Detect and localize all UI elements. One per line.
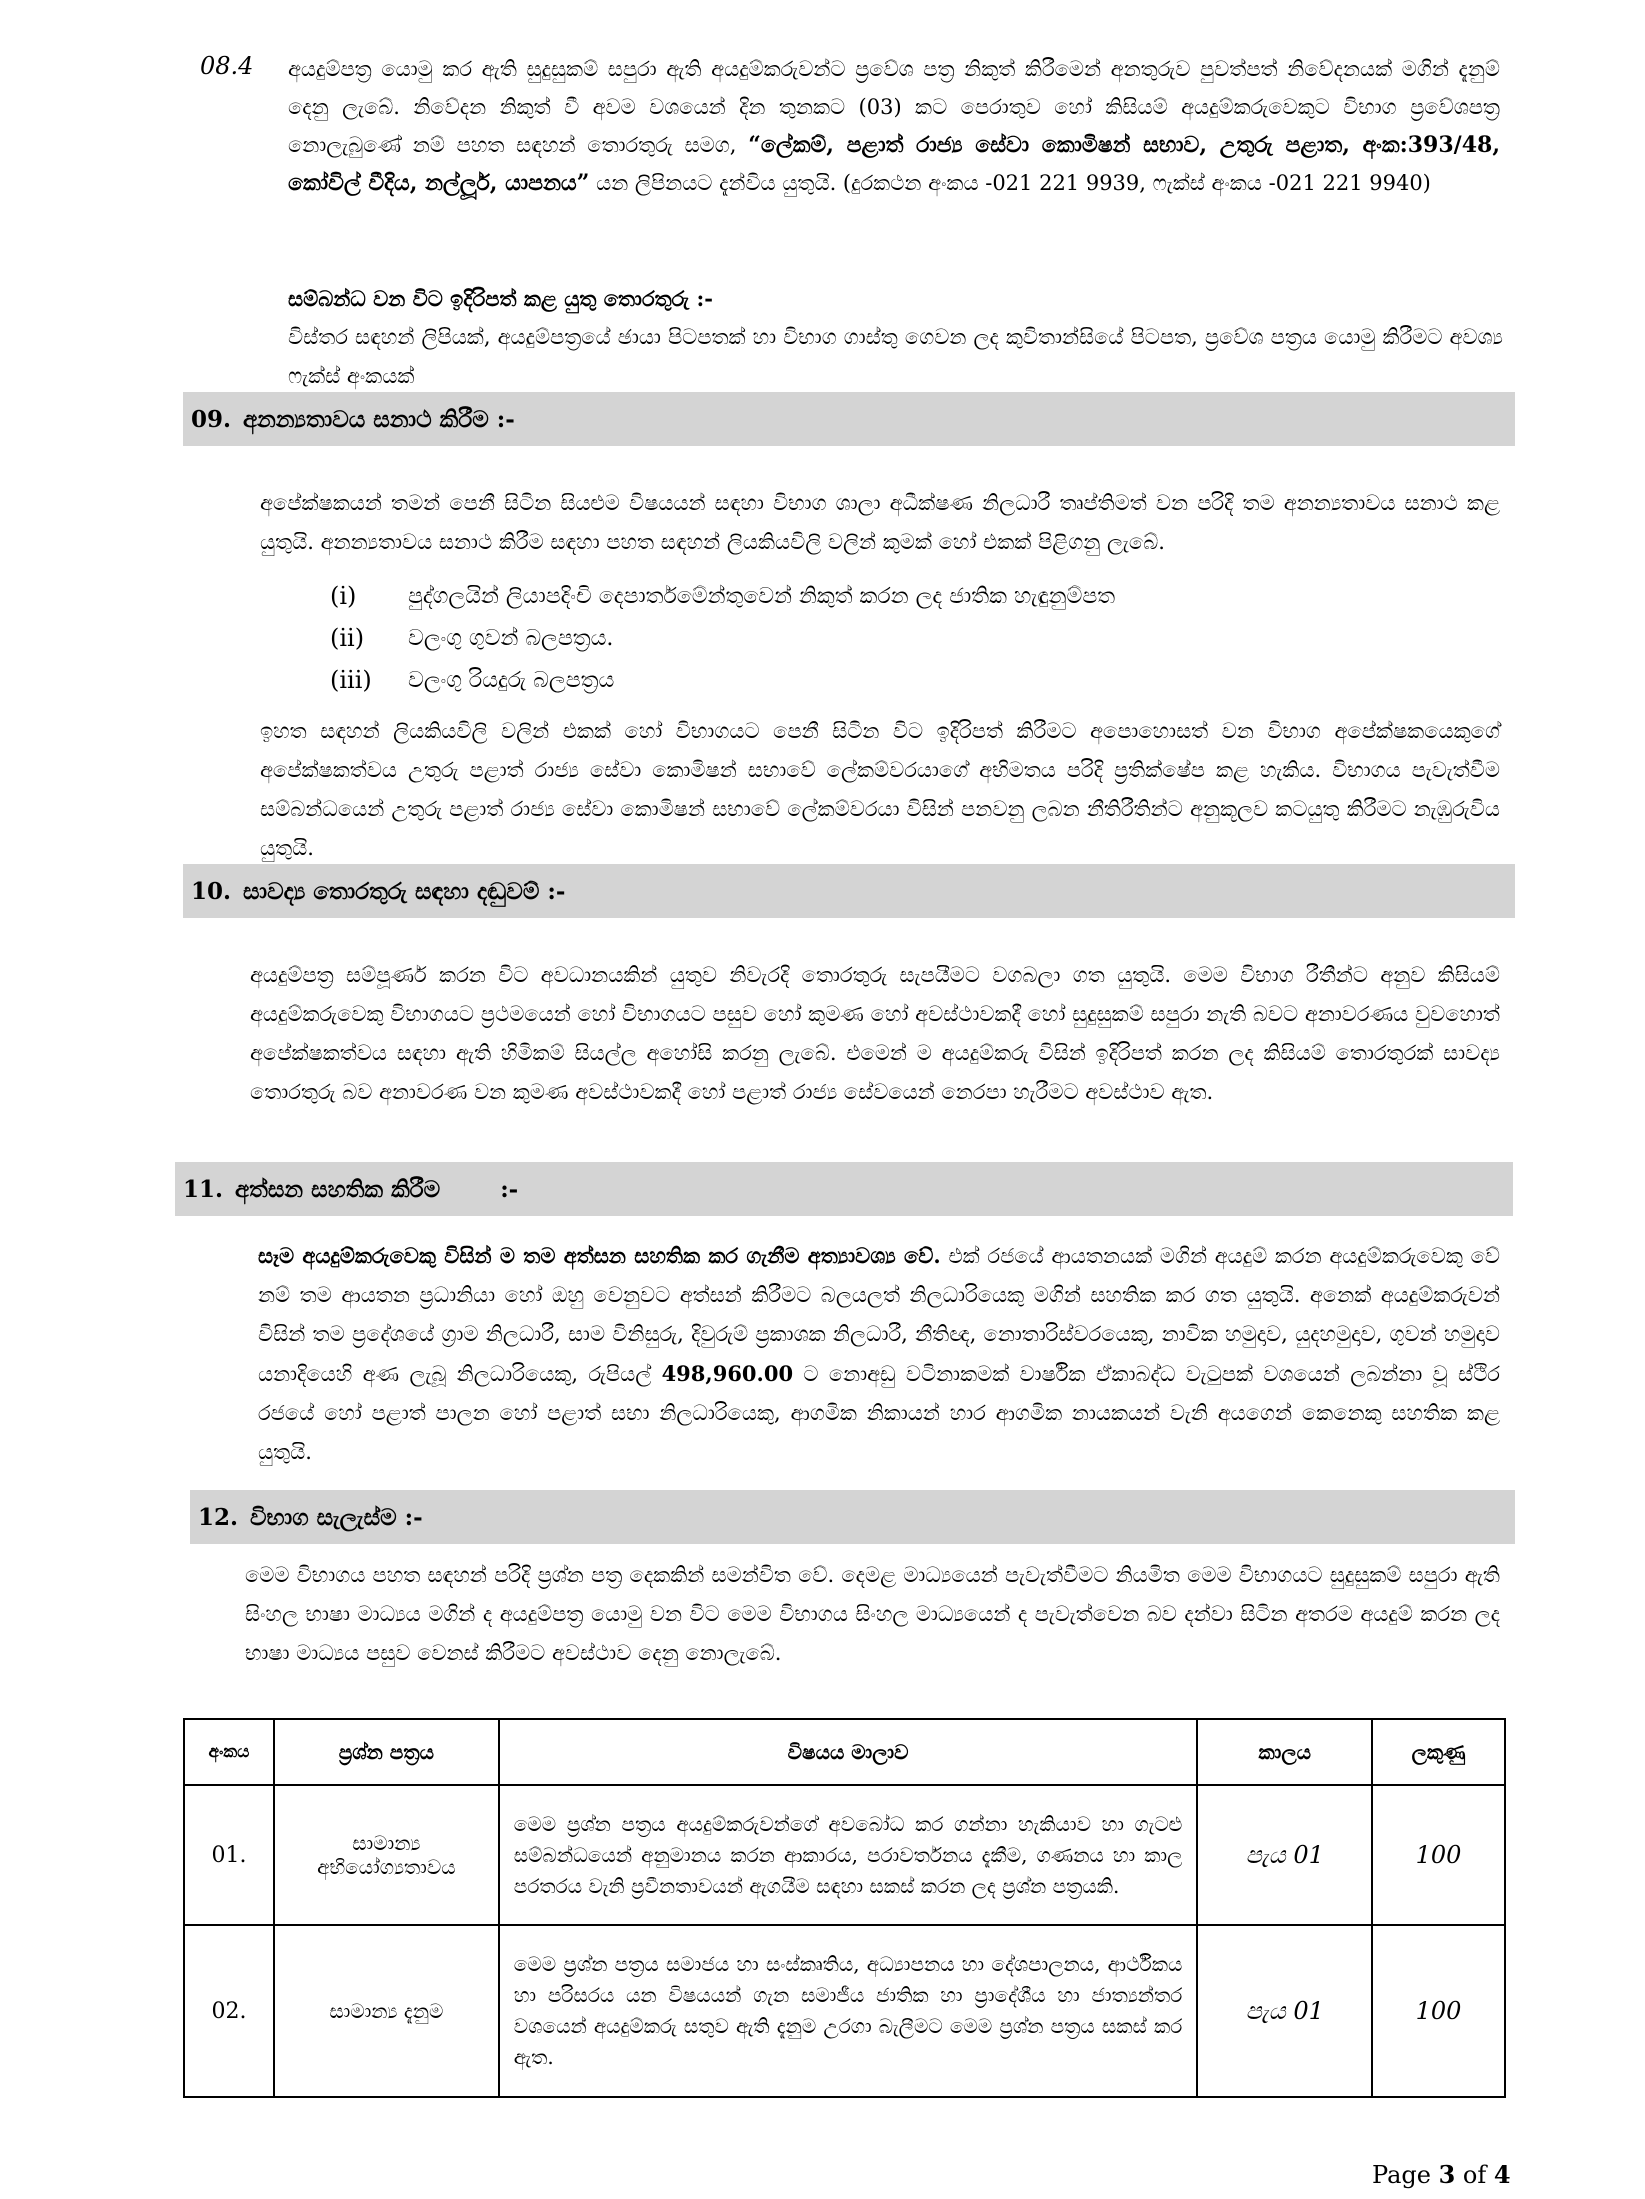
section-number: 11. (183, 1175, 224, 1203)
cell-time: පැය 01 (1197, 1785, 1372, 1925)
cell-no: 02. (184, 1925, 274, 2097)
salary-amount: 498,960.00 (661, 1361, 794, 1386)
current-page-number: 3 (1438, 2160, 1456, 2189)
footer-prefix: Page (1372, 2161, 1439, 2189)
section-10-header (183, 864, 1515, 918)
list-item-number: (i) (330, 582, 357, 610)
list-item-text: පුද්ගලයින් ලියාපදිංචි දෙපාර්තමේන්තුවෙන් නිකුත් කරන ලද ජාතික හැඳුනුම්පත (408, 583, 1116, 609)
required-info-text: විස්තර සඳහන් ලිපියක්, අයදුම්පත්‍රයේ ඡායා පිටපතක් හා විභාග ගාස්තු ගෙවන ලද කුවිතාන්සියේ පිටපත, ප්‍රවේශ පත්‍රය යොමු කිරීමට අවශ්‍ය ෆැක්ස් අංකයක් (288, 325, 1503, 388)
table-row (184, 1785, 1505, 1925)
section-title-suffix: :- (500, 1175, 519, 1203)
required-info-heading: සම්බන්ධ වන විට ඉදිරිපත් කළ යුතු තොරතුරු :- (288, 286, 714, 311)
list-item (330, 659, 1115, 701)
page-footer (1372, 2160, 1511, 2189)
cell-syllabus: මෙම ප්‍රශ්න පත්‍රය සමාජය හා සංස්කෘතිය, අධ්‍යාපනය හා දේශපාලනය, ආර්ථිකය හා පරිසරය යන විෂයයන් ගැන සමාජීය ජාතික හා ප්‍රාදේශීය හා ජාත්‍යන්තර වශයෙන් අයදුම්කරු සතුව ඇති දැනුම උරගා බැලීමට මෙම ප්‍රශ්න පත්‍රය සකස් කර ඇත. (499, 1925, 1198, 2097)
section-11-header (175, 1162, 1513, 1216)
list-item-number: (iii) (330, 666, 372, 694)
list-item-number: (ii) (330, 624, 365, 652)
cell-marks: 100 (1372, 1925, 1505, 2097)
table-row (184, 1925, 1505, 2097)
cell-paper: සාමාන්‍ය අභියෝග්‍යතාවය (274, 1785, 499, 1925)
footer-mid: of (1455, 2161, 1494, 2189)
column-header-paper: ප්‍රශ්න පත්‍රය (274, 1719, 499, 1785)
identity-document-list (330, 575, 1115, 701)
exam-papers-table (183, 1718, 1506, 2098)
table-header-row (184, 1719, 1505, 1785)
signature-text-a: එක් රජයේ ආයතනයක් මගින් අයදුම් කරන අයදුම්කරුවෙකු වේ නම් තම ආයතන ප්‍රධානියා හෝ ඔහු වෙනුවට අත්සන් කිරීමට බලයලත් නිලධාරියෙකු මගින් සහතික කර ගත යුතුයි. අනෙක් අයදුම්කරුවන් විසින් තම ප්‍රදේශයේ ග්‍රාම නිලධාරී, සාම විනිසුරු, දිවුරුම් ප්‍රකාශක නිලධාරී, නීතිඥ, නොතාරිස්වරයෙකු, නාවික හමුදාව, යුදහමුදාව, ගුවන් හමුදාව යනාදියෙහි අණ ලැබූ නිලධාරියෙකු, රුපියල් (258, 1244, 1500, 1386)
total-page-number: 4 (1493, 2160, 1511, 2189)
section-12-header (190, 1490, 1515, 1544)
commission-address: “ලේකම්, පළාත් රාජ්‍ය සේවා කොමිෂන් සභාව, උතුරු පළාත, අංක:393/48, කෝවිල් වීදිය, නල්ලූර්, යාපනය” (288, 132, 1500, 196)
paragraph-text: අයදුම්පත්‍ර යොමු කර ඇති සුදුසුකම් සපුරා ඇති අයදුම්කරුවන්ට ප්‍රවේශ පත්‍ර නිකුත් කිරීමෙන් අනතුරුව පුවත්පත් නිවේදනයක් මගින් දැනුම් දෙනු ලැබේ. නිවේදන නිකුත් වී අවම වශයෙන් දින තුනකට (03) කට පෙරාතුව හෝ කිසියම් අයදුම්කරුවෙකුට විභාග ප්‍රවේශපත්‍ර නොලැබුණේ නම් පහත සඳහන් තොරතුරු සමග, (288, 57, 1500, 157)
column-header-syllabus: විෂයය මාලාව (499, 1719, 1198, 1785)
section-number: 08.4 (200, 52, 254, 80)
column-header-marks: ලකුණු (1372, 1719, 1505, 1785)
section-number: 09. (191, 405, 232, 433)
signature-text-b: ට නොඅඩු වටිනාකමක් වාර්ෂික ඒකාබද්ධ වැටුපක් වශයෙන් ලබන්නා වූ ස්ථිර රජයේ හෝ පළාත් පාලන හෝ පළාත් සභා නිලධාරියෙකු, ආගමික නිකායන් හාර ආගමික නායකයන් වැනි අයගෙන් කෙනෙකු සහතික කළ යුතුයි. (258, 1362, 1500, 1464)
section-title: අනන්‍යතාවය සනාථ කිරීම :- (243, 405, 515, 433)
column-header-time: කාලය (1197, 1719, 1372, 1785)
column-header-no: අංකය (184, 1719, 274, 1785)
section-09-header (183, 392, 1515, 446)
cell-no: 01. (184, 1785, 274, 1925)
section-title: සාවද්‍ය තොරතුරු සඳහා දඬුවම් :- (243, 877, 566, 905)
list-item-text: වලංගු ගුවන් බලපත්‍රය. (408, 625, 614, 651)
false-info-paragraph: අයදුම්පත්‍ර සම්පූර්ණ කරන විට අවධානයකින් යුතුව නිවැරදි තොරතුරු සැපයීමට වගබලා ගත යුතුයි. මෙම විභාග රීතීන්ට අනුව කිසියම් අයදුම්කරුවෙකු විභාගයට ප්‍රථමයෙන් හෝ විභාගයට පසුව හෝ කුමණ හෝ අවස්ථාවකදී හෝ සුදුසුකම් සපුරා නැති බවට අනාවරණය වුවහොත් අපේක්ෂකත්වය සඳහා ඇති හිමිකම් සියල්ල අහෝසි කරනු ලැබේ. එමෙන් ම අයදුම්කරු විසින් ඉදිරිපත් කරන ලද කිසියම් තොරතුරක් සාවද්‍ය තොරතුරු බව අනාවරණ වන කුමණ අවස්ථාවකදී හෝ පළාත් රාජ්‍ය සේවයෙන් නෙරපා හැරීමට අවස්ථාව ඇත. (250, 963, 1500, 1104)
section-title: විභාග සැලැස්ම :- (250, 1503, 423, 1531)
signature-paragraph (258, 1236, 1500, 1472)
identity-paragraph: අපේක්ෂකයන් තමන් පෙනී සිටින සියළුම විෂයයන් සඳහා විභාග ශාලා අධීක්ෂණ නිලධාරී තෘප්තිමත් වන පරිදි තම අනන්‍යතාවය සනාථ කළ යුතුයි. අනන්‍යතාවය සනාථ කිරීම සඳහා පහත සඳහන් ලියකියවිලි වලින් කුමක් හෝ එකක් පිළිගනු ලැබේ. (260, 491, 1500, 554)
exam-plan-paragraph: මෙම විභාගය පහත සඳහන් පරිදි ප්‍රශ්න පත්‍ර දෙකකින් සමන්විත වේ. දෙමළ මාධ්‍යයෙන් පැවැත්වීමට නියමිත මෙම විභාගයට සුදුසුකම් සපුරා ඇති සිංහල භාෂා මාධ්‍යය මගින් ද අයදුම්පත්‍ර යොමු වන විට මෙම විභාගය සිංහල මාධ්‍යයෙන් ද පැවැත්වෙන බව දන්වා සිටින අතරම අයදුම් කරන ලද භාෂා මාධ්‍යය පසුව වෙනස් කිරීමට අවස්ථාව දෙනු නොලැබේ. (245, 1563, 1500, 1665)
identity-rejection-paragraph: ඉහත සඳහන් ලියකියවිලි වලින් එකක් හෝ විභාගයට පෙනී සිටින විට ඉදිරිපත් කිරීමට අපොහොසත් වන විභාග අපේක්ෂකයෙකුගේ අපේක්ෂකත්වය උතුරු පළාත් රාජ්‍ය සේවා කොමිෂන් සභාවේ ලේකම්වරයාගේ අභිමතය පරිදි ප්‍රතික්ෂේප කළ හැකිය. විභාගය පැවැත්වීම සම්බන්ධයෙන් උතුරු පළාත් රාජ්‍ය සේවා කොමිෂන් සභාවේ ලේකම්වරයා විසින් පනවනු ලබන නීතිරීතින්ට අනුකූලව කටයුතු කිරීමට නැඹුරුවිය යුතුයි. (260, 719, 1500, 860)
list-item (330, 617, 1115, 659)
cell-time: පැය 01 (1197, 1925, 1372, 2097)
list-item-text: වලංගු රියදුරු බලපත්‍රය (408, 667, 615, 693)
section-title: අත්සන සහතික කිරීම (235, 1175, 441, 1203)
section-number: 10. (191, 877, 232, 905)
section-number: 12. (198, 1503, 239, 1531)
cell-syllabus: මෙම ප්‍රශ්න පත්‍රය අයදුම්කරුවන්ගේ අවබෝධ කර ගන්නා හැකියාව හා ගැටළු සම්බන්ධයෙන් අනුමානය කරන ආකාරය, පරාවර්තනය දැකීම, ගණනය හා කාල පරතරය වැනි ප්‍රවීනතාවයන් ඇගයීම සඳහා සකස් කරන ලද ප්‍රශ්න පත්‍රයකි. (499, 1785, 1198, 1925)
signature-requirement: සෑම අයදුම්කරුවෙකු විසින් ම තම අත්සන සහතික කර ගැනීම අත්‍යාවශ්‍ය වේ. (258, 1243, 941, 1268)
cell-paper: සාමාන්‍ය දැනුම (274, 1925, 499, 2097)
section-08-4 (200, 50, 1500, 202)
cell-marks: 100 (1372, 1785, 1505, 1925)
section-body (288, 50, 1500, 202)
paragraph-text-end: යන ලිපිනයට දැන්විය යුතුයි. (දුරකථන අංකය -021 221 9939, ෆැක්ස් අංකය -021 221 9940) (596, 171, 1431, 195)
list-item (330, 575, 1115, 617)
